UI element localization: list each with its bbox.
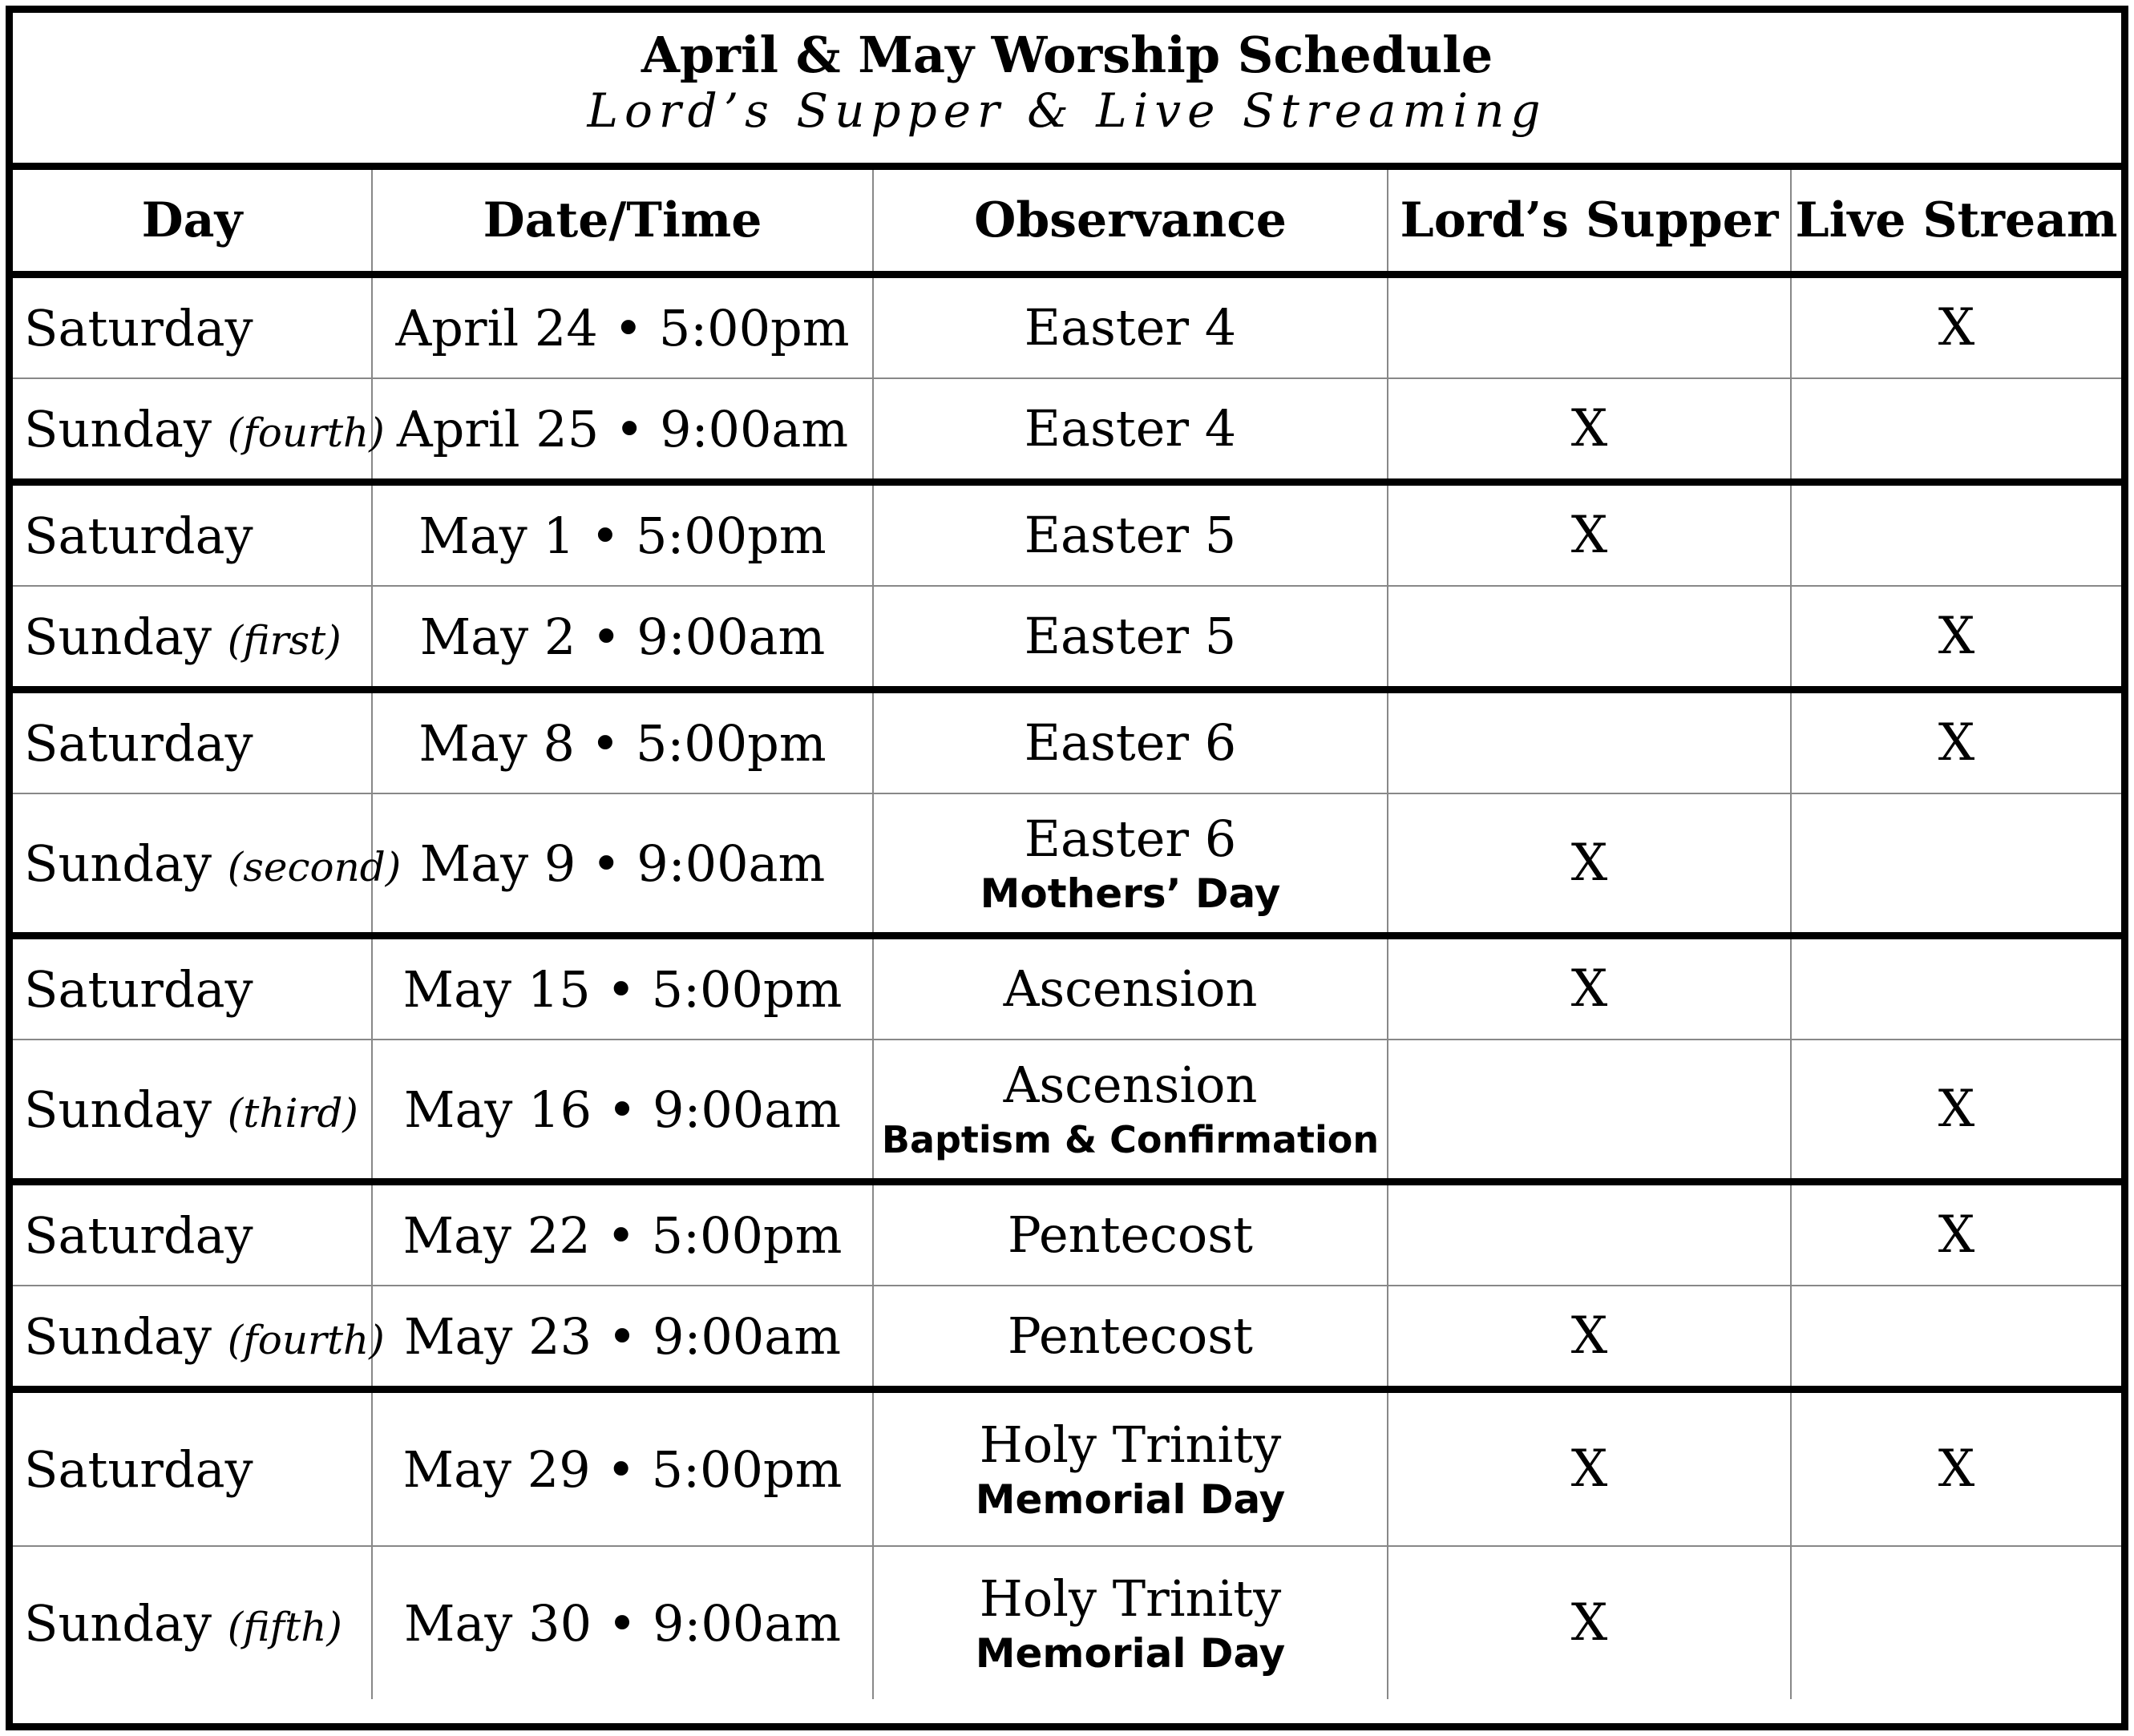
column-header-observance: Observance xyxy=(873,170,1388,275)
observance-cell xyxy=(873,1546,1388,1699)
lords-supper-cell: X xyxy=(1388,482,1791,587)
table-row xyxy=(13,378,2121,482)
schedule-document xyxy=(6,6,2128,1730)
lords-supper-cell xyxy=(1388,1182,1791,1286)
datetime-cell: May 1 • 5:00pm xyxy=(372,482,873,587)
observance-name: Pentecost xyxy=(1008,1205,1253,1264)
observance-note: Mothers’ Day xyxy=(980,870,1281,917)
day-name: Sunday xyxy=(24,607,212,666)
observance-name: Easter 5 xyxy=(1024,506,1237,564)
observance-cell xyxy=(873,1040,1388,1182)
live-stream-cell xyxy=(1791,1546,2121,1699)
day-cell xyxy=(13,936,372,1040)
table-row xyxy=(13,936,2121,1040)
title-block xyxy=(13,13,2121,170)
table-row xyxy=(13,1286,2121,1390)
day-cell xyxy=(13,1390,372,1547)
observance-cell xyxy=(873,275,1388,379)
observance-cell xyxy=(873,1286,1388,1390)
day-cell xyxy=(13,1182,372,1286)
table-row xyxy=(13,586,2121,690)
day-cell xyxy=(13,586,372,690)
datetime-cell: May 23 • 9:00am xyxy=(372,1286,873,1390)
lords-supper-cell xyxy=(1388,275,1791,379)
observance-cell xyxy=(873,1182,1388,1286)
observance-name: Ascension xyxy=(1003,959,1258,1018)
table-row xyxy=(13,1390,2121,1547)
observance-name: Easter 5 xyxy=(1024,607,1237,665)
observance-name: Easter 4 xyxy=(1024,298,1237,357)
day-ordinal: (fourth) xyxy=(227,409,385,456)
day-name: Saturday xyxy=(24,1439,253,1499)
day-name: Saturday xyxy=(24,1205,253,1265)
live-stream-cell xyxy=(1791,378,2121,482)
observance-name: Easter 6 xyxy=(1024,713,1237,772)
lords-supper-cell: X xyxy=(1388,936,1791,1040)
observance-name: Holy Trinity xyxy=(979,1569,1282,1628)
table-row xyxy=(13,482,2121,587)
observance-cell xyxy=(873,482,1388,587)
live-stream-cell: X xyxy=(1791,1390,2121,1547)
table-row xyxy=(13,690,2121,794)
day-cell xyxy=(13,482,372,587)
column-header-live-stream: Live Stream xyxy=(1791,170,2121,275)
datetime-cell: April 25 • 9:00am xyxy=(372,378,873,482)
observance-cell xyxy=(873,936,1388,1040)
observance-name: Holy Trinity xyxy=(979,1415,1282,1474)
schedule-body xyxy=(13,275,2121,1700)
lords-supper-cell: X xyxy=(1388,378,1791,482)
day-name: Sunday xyxy=(24,834,212,893)
observance-cell xyxy=(873,378,1388,482)
lords-supper-cell xyxy=(1388,690,1791,794)
datetime-cell: May 15 • 5:00pm xyxy=(372,936,873,1040)
live-stream-cell: X xyxy=(1791,1182,2121,1286)
table-row xyxy=(13,793,2121,936)
datetime-cell: May 29 • 5:00pm xyxy=(372,1390,873,1547)
datetime-cell: May 30 • 9:00am xyxy=(372,1546,873,1699)
lords-supper-cell: X xyxy=(1388,793,1791,936)
observance-name: Easter 4 xyxy=(1024,399,1237,458)
observance-note: Baptism & Confirmation xyxy=(881,1118,1380,1161)
schedule-subtitle: Lord’s Supper & Live Streaming xyxy=(587,83,1547,138)
day-cell xyxy=(13,690,372,794)
day-name: Sunday xyxy=(24,1593,212,1653)
day-cell xyxy=(13,1286,385,1390)
day-cell xyxy=(13,1040,372,1182)
observance-name: Easter 6 xyxy=(1024,809,1237,868)
lords-supper-cell xyxy=(1388,586,1791,690)
schedule-title: April & May Worship Schedule xyxy=(641,26,1493,84)
lords-supper-cell: X xyxy=(1388,1286,1791,1390)
datetime-cell: May 22 • 5:00pm xyxy=(372,1182,873,1286)
observance-name: Ascension xyxy=(1003,1056,1258,1114)
table-row xyxy=(13,275,2121,379)
observance-name: Pentecost xyxy=(1008,1306,1253,1365)
day-cell xyxy=(13,275,372,379)
observance-cell xyxy=(873,690,1388,794)
live-stream-cell xyxy=(1791,793,2121,936)
day-ordinal: (fifth) xyxy=(227,1603,342,1650)
day-ordinal: (fourth) xyxy=(227,1316,385,1363)
live-stream-cell: X xyxy=(1791,586,2121,690)
live-stream-cell xyxy=(1791,482,2121,587)
day-ordinal: (first) xyxy=(227,616,342,664)
live-stream-cell xyxy=(1791,936,2121,1040)
live-stream-cell: X xyxy=(1791,690,2121,794)
observance-cell xyxy=(873,586,1388,690)
datetime-cell: May 16 • 9:00am xyxy=(372,1040,873,1182)
schedule-table xyxy=(13,170,2121,1699)
column-header-day: Day xyxy=(13,170,372,275)
day-cell xyxy=(13,1546,372,1699)
day-name: Sunday xyxy=(24,1306,212,1366)
table-row xyxy=(13,1040,2121,1182)
day-name: Sunday xyxy=(24,1080,212,1139)
datetime-cell: May 9 • 9:00am xyxy=(372,793,873,936)
live-stream-cell: X xyxy=(1791,1040,2121,1182)
live-stream-cell: X xyxy=(1791,275,2121,379)
observance-note: Memorial Day xyxy=(975,1630,1286,1677)
column-header-lords-supper: Lord’s Supper xyxy=(1388,170,1791,275)
day-name: Saturday xyxy=(24,959,253,1019)
live-stream-cell xyxy=(1791,1286,2121,1390)
day-name: Sunday xyxy=(24,399,212,458)
day-name: Saturday xyxy=(24,506,253,565)
table-row xyxy=(13,1182,2121,1286)
day-name: Saturday xyxy=(24,298,253,357)
day-cell xyxy=(13,378,385,482)
table-row xyxy=(13,1546,2121,1699)
datetime-cell: May 2 • 9:00am xyxy=(372,586,873,690)
lords-supper-cell xyxy=(1388,1040,1791,1182)
observance-note: Memorial Day xyxy=(975,1476,1286,1523)
day-name: Saturday xyxy=(24,713,253,773)
lords-supper-cell: X xyxy=(1388,1546,1791,1699)
observance-cell xyxy=(873,1390,1388,1547)
day-ordinal: (third) xyxy=(227,1089,358,1136)
observance-cell xyxy=(873,793,1388,936)
day-cell xyxy=(13,793,402,936)
column-header-datetime: Date/Time xyxy=(372,170,873,275)
day-ordinal: (second) xyxy=(227,843,402,890)
datetime-cell: April 24 • 5:00pm xyxy=(372,275,873,379)
datetime-cell: May 8 • 5:00pm xyxy=(372,690,873,794)
lords-supper-cell: X xyxy=(1388,1390,1791,1547)
header-row xyxy=(13,170,2121,275)
